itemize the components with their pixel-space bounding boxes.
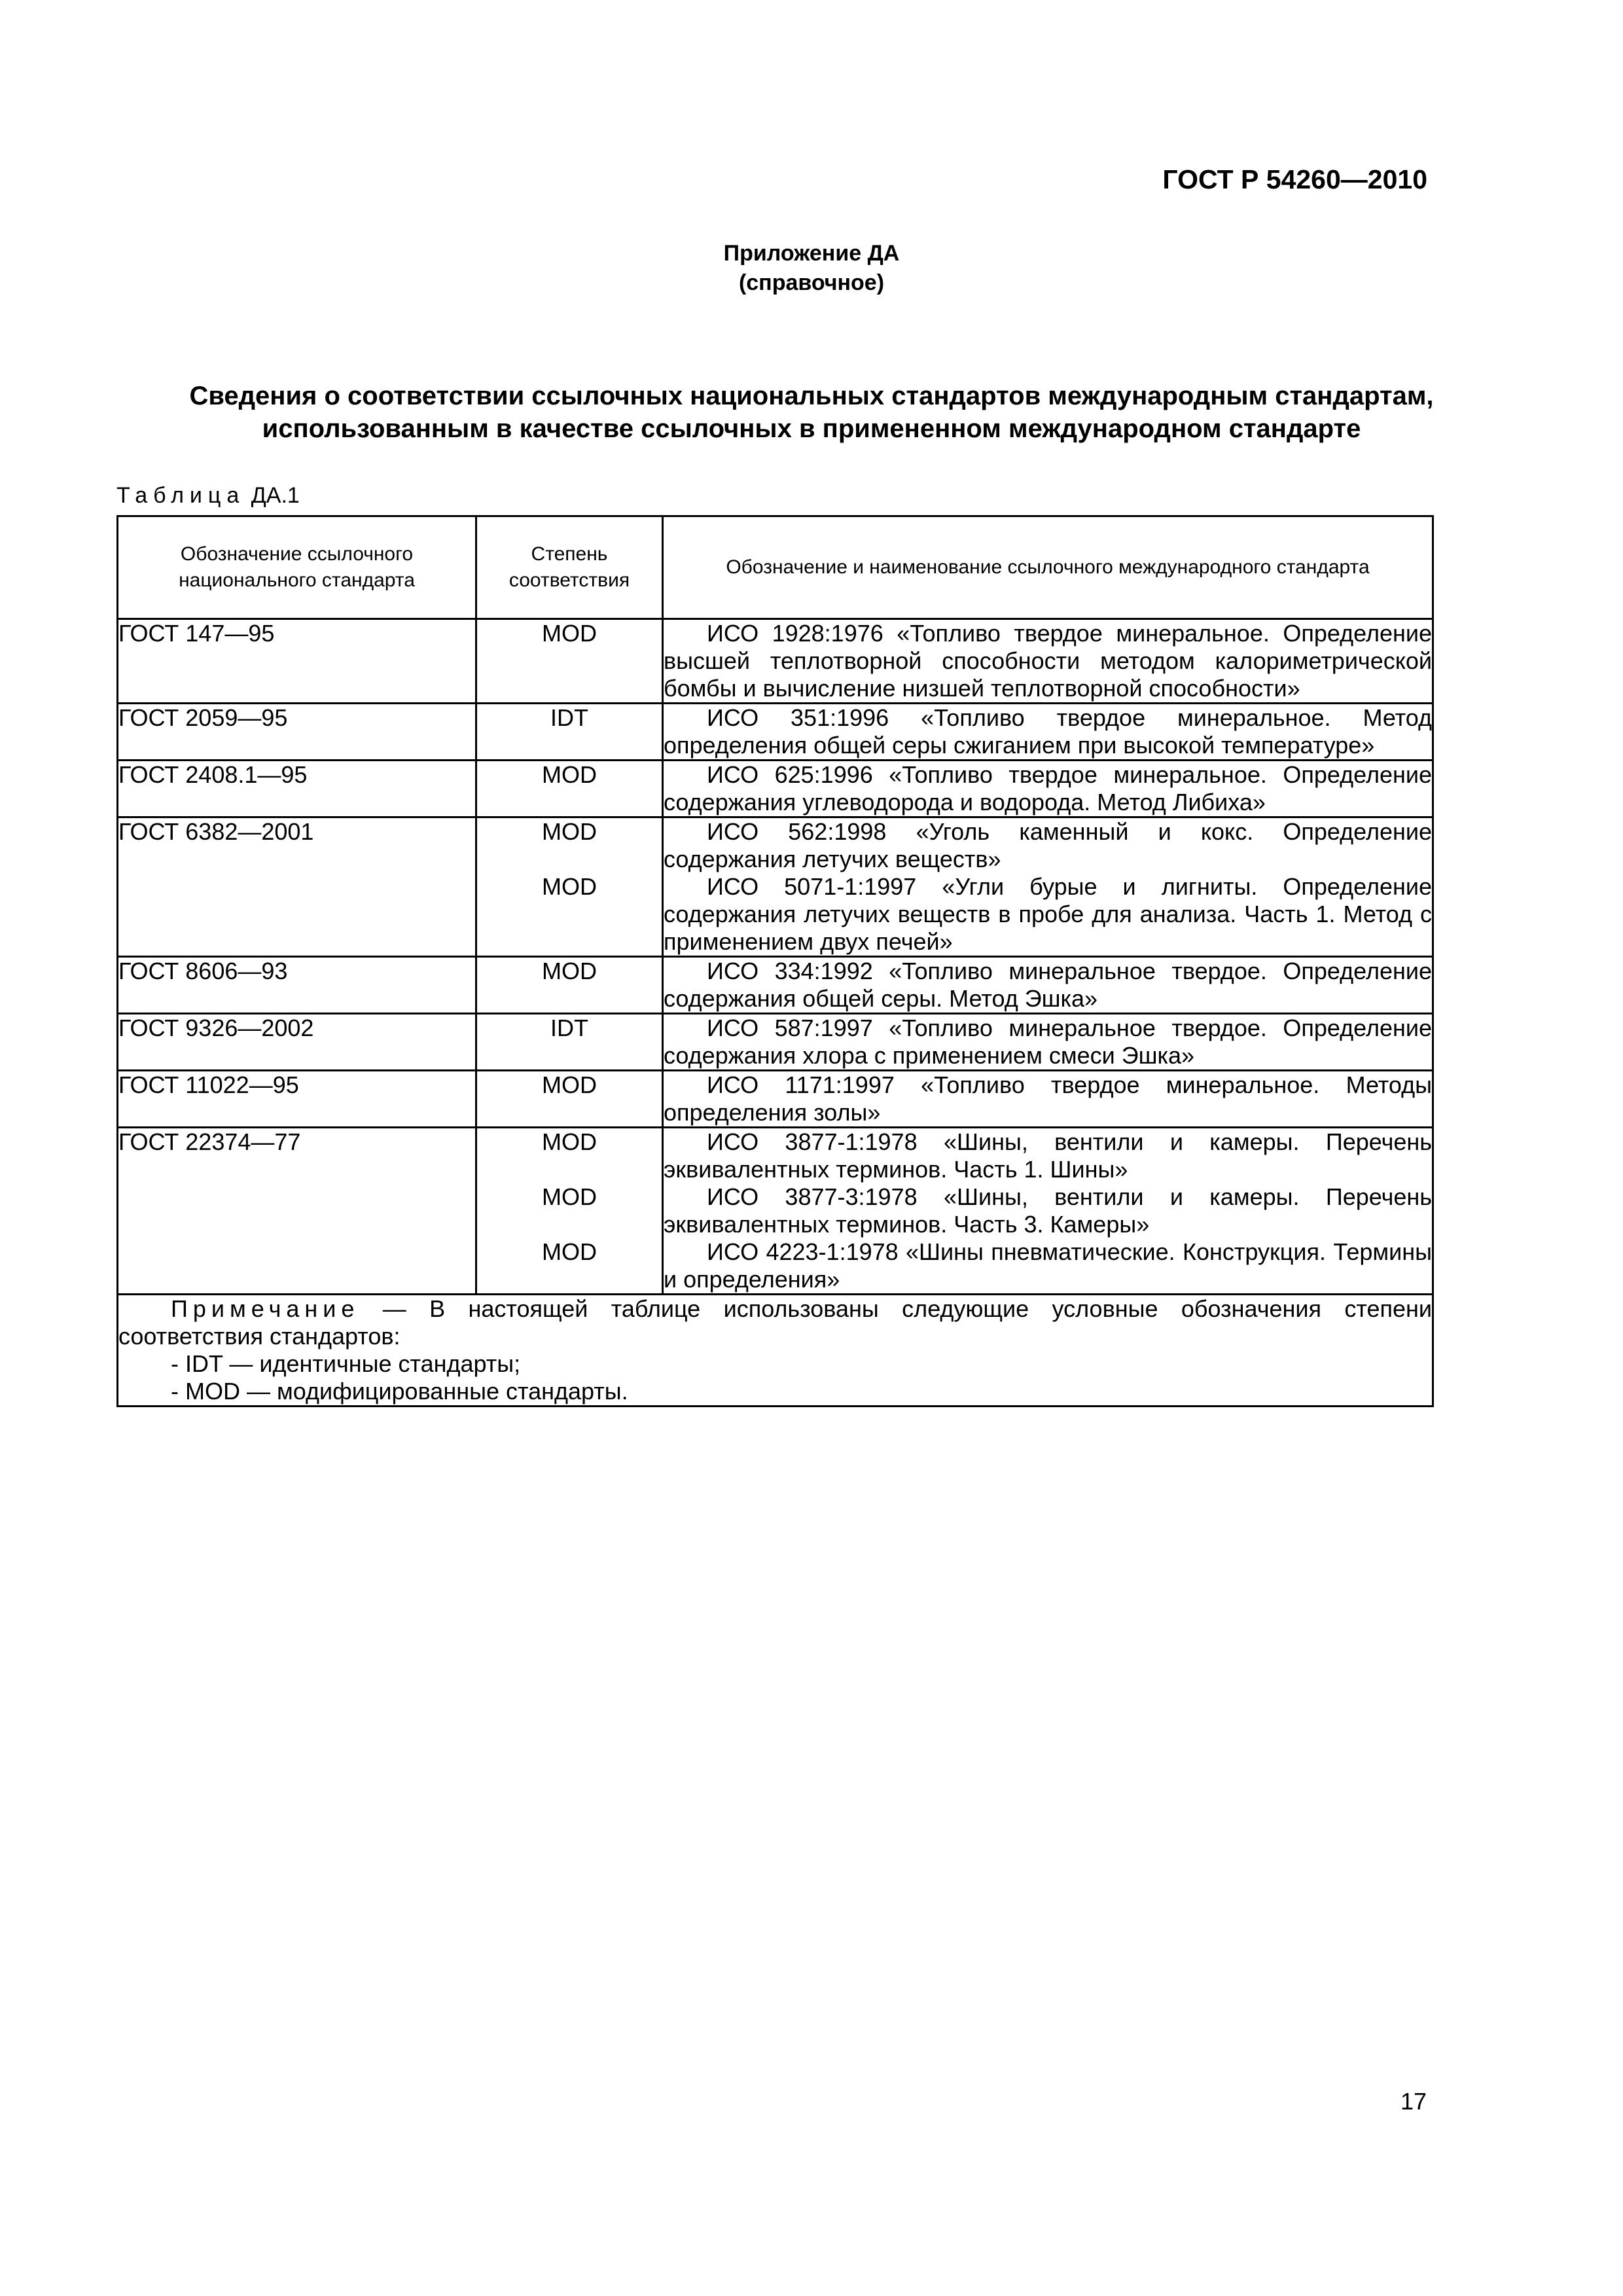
international-standard-cell: [663, 1128, 1433, 1295]
table-note-row: [118, 1295, 1433, 1407]
international-standard-entry: ИСО 3877-3:1978 «Шины, вентили и камеры. Перечень эквивалентных терминов. Часть 3. Камеры»: [664, 1183, 1432, 1238]
correspondence-table: [116, 515, 1434, 1407]
degree-cell: [476, 817, 663, 957]
appendix-title: Приложение ДА: [723, 241, 900, 266]
note-item-mod: - MOD — модифицированные стандарты.: [171, 1378, 628, 1405]
note-title: Примечание: [171, 1295, 360, 1322]
international-standard-cell: [663, 957, 1433, 1014]
international-standard-entry: ИСО 562:1998 «Уголь каменный и кокс. Определение содержания летучих веществ»: [664, 818, 1432, 872]
international-standard-entry: ИСО 5071-1:1997 «Угли бурые и лигниты. Определение содержания летучих веществ в пробе для анализа. Часть 1. Метод с применением двух печей»: [664, 873, 1432, 955]
table-caption: [116, 482, 300, 509]
degree-value: MOD: [542, 1071, 597, 1098]
degree-cell: [476, 704, 663, 761]
degree-value: MOD: [542, 958, 597, 984]
table-note: [118, 1295, 1433, 1407]
table-row: [118, 817, 1433, 957]
international-standard-cell: [663, 704, 1433, 761]
international-standard-cell: [663, 1014, 1433, 1071]
degree-value: MOD: [542, 761, 597, 788]
degree-cell: [476, 957, 663, 1014]
table-row: [118, 1014, 1433, 1071]
national-standard-cell: ГОСТ 147—95: [118, 619, 476, 704]
international-standard-entry: ИСО 3877-1:1978 «Шины, вентили и камеры. Перечень эквивалентных терминов. Часть 1. Шины»: [664, 1128, 1432, 1183]
table-caption-word: Таблица: [116, 483, 245, 508]
appendix-heading: [0, 239, 1623, 298]
degree-value: MOD: [542, 1183, 597, 1210]
degree-cell: [476, 761, 663, 817]
national-standard-cell: ГОСТ 9326—2002: [118, 1014, 476, 1071]
column-header-degree: Степень соответствия: [476, 516, 663, 619]
document-code: ГОСТ Р 54260—2010: [1162, 164, 1427, 194]
international-standard-entry: ИСО 625:1996 «Топливо твердое минеральное. Определение содержания углеводорода и водорода. Метод Либиха»: [664, 761, 1432, 816]
national-standard-cell: ГОСТ 11022—95: [118, 1071, 476, 1128]
national-standard-cell: ГОСТ 2059—95: [118, 704, 476, 761]
section-heading: [98, 380, 1525, 445]
degree-cell: [476, 1128, 663, 1295]
table-row: [118, 957, 1433, 1014]
degree-value: MOD: [542, 1238, 597, 1265]
section-heading-line-2: использованным в качестве ссылочных в примененном международном стандарте: [262, 414, 1361, 443]
international-standard-entry: ИСО 1928:1976 «Топливо твердое минеральное. Определение высшей теплотворной способности методом калориметрической бомбы и вычисление низшей теплотворной способности»: [664, 620, 1432, 702]
national-standard-cell: ГОСТ 8606—93: [118, 957, 476, 1014]
degree-value: MOD: [542, 620, 597, 647]
page-number: 17: [1400, 2088, 1427, 2115]
note-item-idt: - IDT — идентичные стандарты;: [171, 1350, 521, 1377]
degree-value: MOD: [542, 1128, 597, 1155]
table-row: [118, 704, 1433, 761]
degree-value: MOD: [542, 818, 597, 845]
table-row: [118, 619, 1433, 704]
degree-cell: [476, 1071, 663, 1128]
note-text: — В настоящей таблице использованы следующие условные обозначения степени соответствия стандартов:: [118, 1295, 1432, 1350]
table-row: [118, 1128, 1433, 1295]
international-standard-cell: [663, 761, 1433, 817]
column-header-national: Обозначение ссылочного национального стандарта: [118, 516, 476, 619]
international-standard-entry: ИСО 1171:1997 «Топливо твердое минеральное. Методы определения золы»: [664, 1071, 1432, 1126]
national-standard-cell: ГОСТ 6382—2001: [118, 817, 476, 957]
international-standard-cell: [663, 817, 1433, 957]
international-standard-entry: ИСО 4223-1:1978 «Шины пневматические. Конструкция. Термины и определения»: [664, 1238, 1432, 1293]
international-standard-cell: [663, 619, 1433, 704]
degree-value: MOD: [542, 873, 597, 900]
degree-value: IDT: [550, 704, 588, 731]
table-header-row: [118, 516, 1433, 619]
degree-cell: [476, 1014, 663, 1071]
table-row: [118, 761, 1433, 817]
international-standard-entry: ИСО 587:1997 «Топливо минеральное твердое. Определение содержания хлора с применением смеси Эшка»: [664, 1014, 1432, 1069]
national-standard-cell: ГОСТ 22374—77: [118, 1128, 476, 1295]
table-row: [118, 1071, 1433, 1128]
international-standard-cell: [663, 1071, 1433, 1128]
international-standard-entry: ИСО 351:1996 «Топливо твердое минеральное. Метод определения общей серы сжиганием при высокой температуре»: [664, 704, 1432, 759]
section-heading-line-1: Сведения о соответствии ссылочных национальных стандартов международным стандартам,: [189, 382, 1434, 410]
table-caption-number: ДА.1: [251, 483, 300, 508]
column-header-international: Обозначение и наименование ссылочного международного стандарта: [663, 516, 1433, 619]
national-standard-cell: ГОСТ 2408.1—95: [118, 761, 476, 817]
degree-value: IDT: [550, 1014, 588, 1041]
appendix-subtitle: (справочное): [738, 270, 885, 295]
degree-cell: [476, 619, 663, 704]
international-standard-entry: ИСО 334:1992 «Топливо минеральное твердое. Определение содержания общей серы. Метод Эшка»: [664, 958, 1432, 1012]
